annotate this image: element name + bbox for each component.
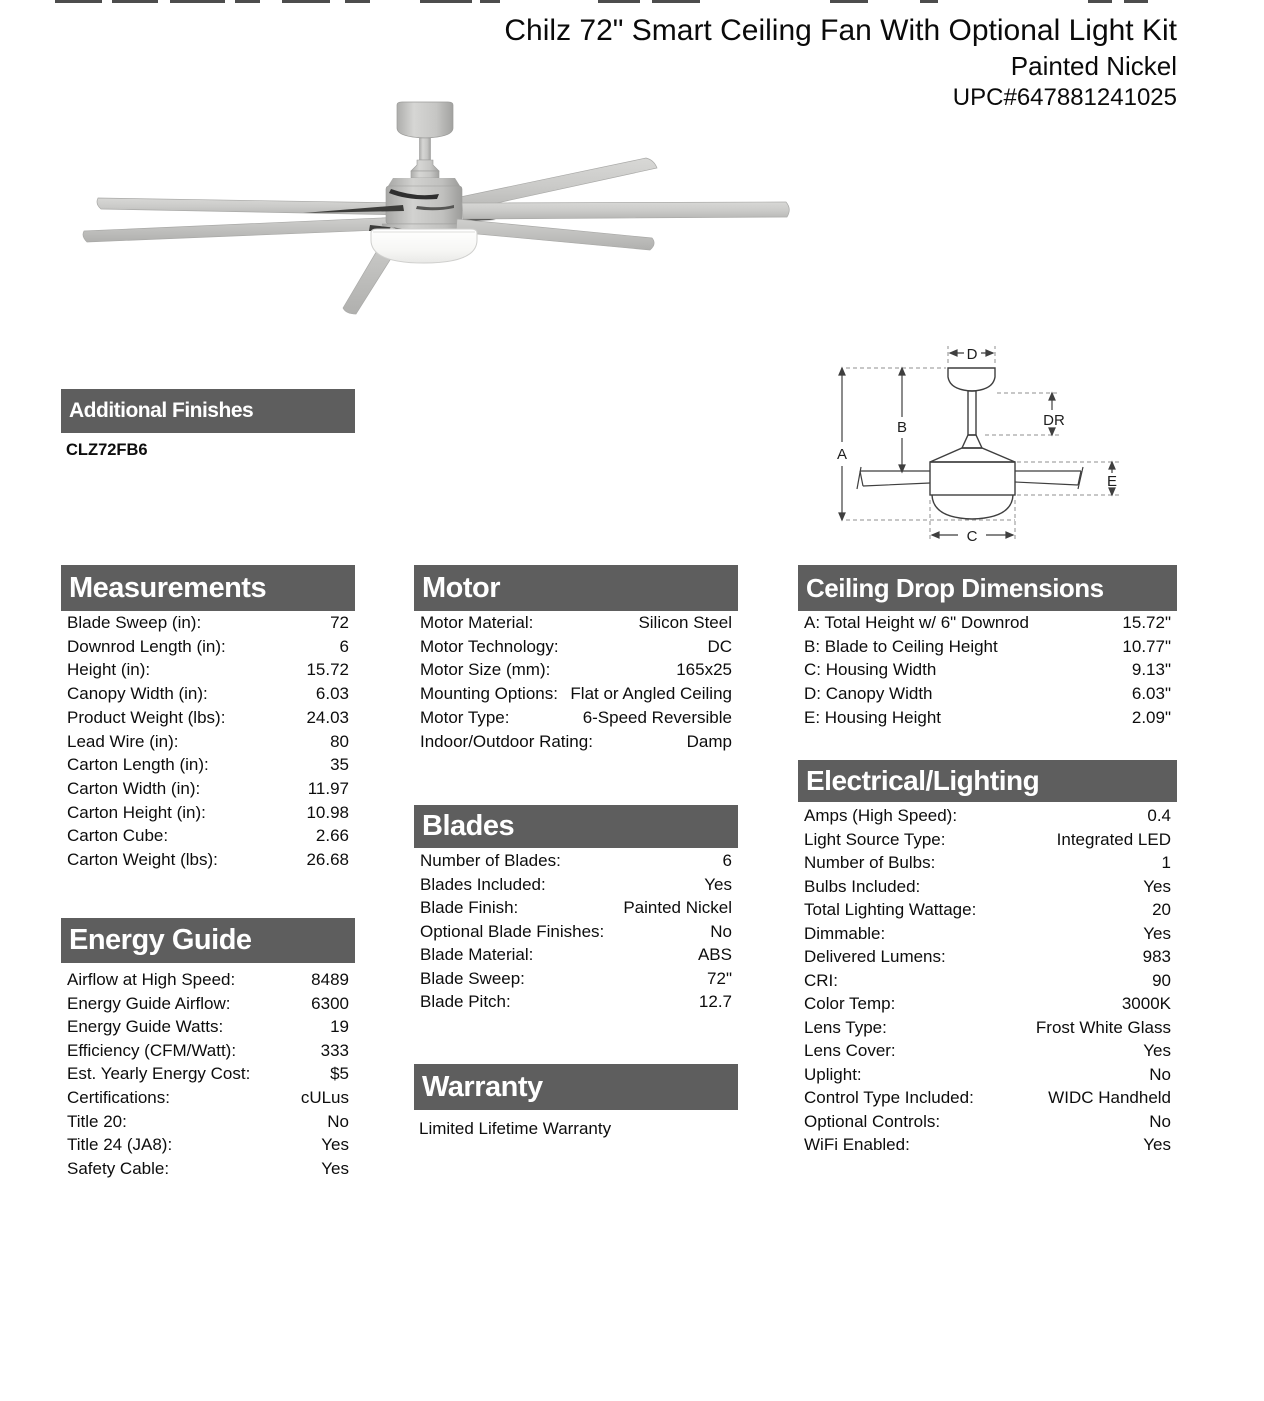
spec-row xyxy=(61,801,355,825)
spec-value: 26.68 xyxy=(306,850,349,870)
spec-value: 333 xyxy=(320,1040,349,1060)
spec-value: Yes xyxy=(1143,1135,1171,1154)
spec-row xyxy=(61,848,355,872)
spec-row xyxy=(798,945,1177,969)
spec-label: Light Source Type: xyxy=(804,829,946,849)
section-header-energy-guide: Energy Guide xyxy=(61,918,355,963)
spec-value: Yes xyxy=(321,1135,349,1155)
spec-row xyxy=(798,1110,1177,1134)
spec-value: 3000K xyxy=(1121,994,1171,1013)
warranty-text: Limited Lifetime Warranty xyxy=(419,1119,612,1138)
spec-label: Energy Guide Airflow: xyxy=(67,993,231,1013)
spec-row xyxy=(61,1086,355,1110)
spec-row xyxy=(414,873,738,897)
spec-value: 20 xyxy=(1152,900,1171,919)
spec-value: 8489 xyxy=(311,970,349,989)
spec-row xyxy=(61,635,355,659)
spec-value: Damp xyxy=(686,731,732,751)
section-header-warranty: Warranty xyxy=(414,1064,738,1110)
spec-row xyxy=(414,920,738,944)
spec-row xyxy=(61,730,355,754)
spec-row xyxy=(414,635,738,659)
cropped-text-artifact-segment xyxy=(652,0,700,3)
spec-value: WIDC Handheld xyxy=(1048,1088,1171,1107)
cropped-text-artifact-segment xyxy=(830,0,868,3)
spec-value: 6-Speed Reversible xyxy=(582,707,732,727)
spec-label: Motor Type: xyxy=(420,707,510,727)
dim-label-d: D xyxy=(966,346,978,363)
spec-row xyxy=(798,804,1177,828)
spec-label: Certifications: xyxy=(67,1087,170,1107)
spec-value: 165x25 xyxy=(676,660,732,680)
spec-label: Color Temp: xyxy=(804,994,896,1013)
spec-row xyxy=(61,824,355,848)
section-header-ceiling-drop: Ceiling Drop Dimensions xyxy=(798,565,1177,611)
cropped-text-artifact-segment xyxy=(282,0,330,3)
spec-row xyxy=(798,1086,1177,1110)
spec-label: Lens Cover: xyxy=(804,1041,896,1060)
spec-row xyxy=(798,992,1177,1016)
spec-label: Carton Width (in): xyxy=(67,778,201,798)
spec-label: Blade Finish: xyxy=(420,898,519,917)
spec-row xyxy=(798,1063,1177,1087)
section-header-electrical: Electrical/Lighting xyxy=(798,760,1177,802)
dimension-diagram xyxy=(820,330,1155,565)
spec-value: Yes xyxy=(321,1158,349,1178)
spec-row xyxy=(798,682,1177,706)
product-finish: Painted Nickel xyxy=(1010,51,1177,81)
cropped-text-artifact-segment xyxy=(1088,0,1112,3)
spec-label: Optional Controls: xyxy=(804,1111,941,1131)
spec-label: Blade Pitch: xyxy=(420,992,511,1011)
spec-label: Mounting Options: xyxy=(420,684,558,704)
spec-value: 15.72" xyxy=(1122,613,1171,632)
spec-label: Bulbs Included: xyxy=(804,876,921,896)
section-header-additional-finishes: Additional Finishes xyxy=(61,389,355,433)
spec-row xyxy=(414,658,738,682)
dim-label-c: C xyxy=(966,528,978,545)
spec-label: Total Lighting Wattage: xyxy=(804,900,977,919)
spec-value: 10.98 xyxy=(306,802,349,822)
cropped-text-artifact-segment xyxy=(420,0,472,3)
spec-value: 2.09" xyxy=(1131,707,1171,727)
spec-label: Optional Blade Finishes: xyxy=(420,921,605,941)
spec-value: No xyxy=(327,1111,349,1131)
spec-row xyxy=(414,967,738,991)
spec-row xyxy=(798,1133,1177,1157)
spec-row xyxy=(61,658,355,682)
cropped-text-artifact-segment xyxy=(1124,0,1148,3)
spec-label: C: Housing Width xyxy=(804,660,937,680)
spec-label: WiFi Enabled: xyxy=(804,1135,910,1154)
measurements-table xyxy=(61,611,355,872)
spec-label: Number of Bulbs: xyxy=(804,853,936,872)
spec-value: No xyxy=(710,921,732,941)
spec-row xyxy=(798,922,1177,946)
spec-label: Product Weight (lbs): xyxy=(67,707,226,727)
spec-value: 15.72 xyxy=(306,660,349,680)
cropped-text-artifact-segment xyxy=(480,0,500,3)
spec-label: Lead Wire (in): xyxy=(67,731,179,751)
model-code: CLZ72FB6 xyxy=(66,441,148,459)
spec-row xyxy=(414,849,738,873)
spec-label: Uplight: xyxy=(804,1064,862,1084)
dim-label-e: E xyxy=(1106,473,1118,490)
spec-row xyxy=(798,635,1177,659)
spec-row xyxy=(61,682,355,706)
spec-label: Est. Yearly Energy Cost: xyxy=(67,1064,251,1084)
section-header-blades: Blades xyxy=(414,805,738,848)
spec-value: cULus xyxy=(300,1087,349,1107)
spec-row xyxy=(798,658,1177,682)
dim-label-a: A xyxy=(836,446,848,463)
spec-value: 24.03 xyxy=(306,707,349,727)
spec-row xyxy=(61,777,355,801)
spec-row xyxy=(61,1133,355,1157)
spec-row xyxy=(798,1016,1177,1040)
spec-value: Yes xyxy=(1143,876,1171,896)
spec-label: Downrod Length (in): xyxy=(67,636,226,656)
cropped-text-artifact-segment xyxy=(170,0,225,3)
spec-label: Blade Sweep (in): xyxy=(67,613,202,632)
spec-value: 2.66 xyxy=(315,826,349,846)
spec-label: Number of Blades: xyxy=(420,851,561,870)
cropped-text-artifact-segment xyxy=(920,0,938,3)
spec-label: Dimmable: xyxy=(804,923,886,943)
spec-row xyxy=(414,943,738,967)
electrical-table xyxy=(798,804,1177,1157)
spec-value: 6 xyxy=(722,851,732,870)
spec-row xyxy=(798,828,1177,852)
spec-label: D: Canopy Width xyxy=(804,684,933,704)
spec-label: Motor Size (mm): xyxy=(420,660,551,680)
spec-row xyxy=(798,969,1177,993)
spec-label: Safety Cable: xyxy=(67,1158,170,1178)
spec-label: B: Blade to Ceiling Height xyxy=(804,636,998,656)
spec-row xyxy=(798,851,1177,875)
spec-label: E: Housing Height xyxy=(804,707,942,727)
spec-value: 11.97 xyxy=(307,778,349,798)
cropped-text-artifact-segment xyxy=(55,0,102,3)
spec-label: Control Type Included: xyxy=(804,1088,974,1107)
spec-row xyxy=(798,875,1177,899)
spec-label: Blade Sweep: xyxy=(420,968,525,988)
spec-value: 983 xyxy=(1142,947,1171,966)
spec-value: Yes xyxy=(704,874,732,894)
product-upc: UPC#647881241025 xyxy=(952,84,1177,111)
spec-row xyxy=(414,896,738,920)
spec-row xyxy=(61,968,355,992)
cropped-text-artifact-segment xyxy=(598,0,640,3)
spec-value: 35 xyxy=(330,755,349,775)
spec-row xyxy=(798,1039,1177,1063)
spec-row xyxy=(61,1110,355,1134)
spec-value: 10.77" xyxy=(1122,636,1171,656)
spec-value: 19 xyxy=(330,1017,349,1037)
spec-row xyxy=(61,1015,355,1039)
ceiling-drop-table xyxy=(798,611,1177,730)
spec-value: 72 xyxy=(330,613,349,632)
spec-row xyxy=(61,753,355,777)
spec-label: Title 24 (JA8): xyxy=(67,1135,173,1155)
spec-value: $5 xyxy=(330,1064,349,1084)
spec-value: DC xyxy=(707,636,732,656)
spec-label: Amps (High Speed): xyxy=(804,806,958,825)
spec-label: Efficiency (CFM/Watt): xyxy=(67,1040,237,1060)
spec-label: Airflow at High Speed: xyxy=(67,970,236,989)
spec-row xyxy=(414,706,738,730)
spec-value: 12.7 xyxy=(698,992,732,1011)
cropped-text-artifact-segment xyxy=(345,0,370,3)
spec-value: 72" xyxy=(707,968,732,988)
spec-label: Carton Height (in): xyxy=(67,802,206,822)
cropped-text-artifact-segment xyxy=(235,0,260,3)
spec-row xyxy=(61,1157,355,1181)
spec-label: CRI: xyxy=(804,970,838,990)
spec-row xyxy=(414,990,738,1014)
spec-row xyxy=(61,1062,355,1086)
spec-row xyxy=(61,611,355,635)
spec-value: No xyxy=(1149,1111,1171,1131)
spec-value: Integrated LED xyxy=(1056,829,1171,849)
spec-row xyxy=(61,992,355,1016)
spec-label: Delivered Lumens: xyxy=(804,947,946,966)
spec-value: Flat or Angled Ceiling xyxy=(570,684,732,704)
spec-value: 6.03 xyxy=(315,684,349,704)
dim-label-dr: DR xyxy=(1043,412,1065,429)
spec-label: A: Total Height w/ 6" Downrod xyxy=(804,613,1029,632)
spec-value: 6300 xyxy=(311,993,349,1013)
spec-label: Energy Guide Watts: xyxy=(67,1017,224,1037)
spec-value: No xyxy=(1149,1064,1171,1084)
spec-row xyxy=(61,706,355,730)
spec-value: Yes xyxy=(1143,1041,1171,1060)
spec-label: Blades Included: xyxy=(420,874,546,894)
spec-row xyxy=(798,611,1177,635)
spec-value: 6.03" xyxy=(1131,684,1171,704)
spec-row xyxy=(798,898,1177,922)
spec-value: 1 xyxy=(1161,853,1171,872)
spec-value: Frost White Glass xyxy=(1035,1017,1171,1037)
spec-value: Painted Nickel xyxy=(623,898,732,917)
spec-value: 6 xyxy=(339,636,349,656)
spec-value: 90 xyxy=(1152,970,1171,990)
spec-label: Carton Length (in): xyxy=(67,755,209,775)
energy-guide-table xyxy=(61,968,355,1180)
section-header-measurements: Measurements xyxy=(61,565,355,611)
spec-label: Canopy Width (in): xyxy=(67,684,208,704)
cropped-text-artifact-segment xyxy=(112,0,158,3)
spec-row xyxy=(414,611,738,635)
spec-value: 0.4 xyxy=(1147,806,1171,825)
spec-row xyxy=(414,682,738,706)
spec-value: Silicon Steel xyxy=(638,613,732,632)
spec-label: Indoor/Outdoor Rating: xyxy=(420,731,593,751)
section-header-motor: Motor xyxy=(414,565,738,611)
dim-label-b: B xyxy=(896,419,908,436)
spec-label: Title 20: xyxy=(67,1111,127,1131)
ceiling-fan-product-image xyxy=(70,92,792,324)
spec-label: Carton Weight (lbs): xyxy=(67,850,218,870)
blades-table xyxy=(414,849,738,1014)
motor-table xyxy=(414,611,738,753)
spec-row xyxy=(414,730,738,754)
product-title: Chilz 72" Smart Ceiling Fan With Optional Light Kit xyxy=(504,14,1177,47)
spec-value: Yes xyxy=(1143,923,1171,943)
spec-value: ABS xyxy=(697,945,732,964)
spec-row xyxy=(798,706,1177,730)
spec-label: Motor Technology: xyxy=(420,636,559,656)
spec-value: 80 xyxy=(330,731,349,751)
spec-label: Motor Material: xyxy=(420,613,534,632)
spec-value: 9.13" xyxy=(1131,660,1171,680)
spec-row xyxy=(61,1039,355,1063)
spec-label: Lens Type: xyxy=(804,1017,887,1037)
spec-label: Carton Cube: xyxy=(67,826,169,846)
spec-label: Height (in): xyxy=(67,660,151,680)
spec-label: Blade Material: xyxy=(420,945,534,964)
